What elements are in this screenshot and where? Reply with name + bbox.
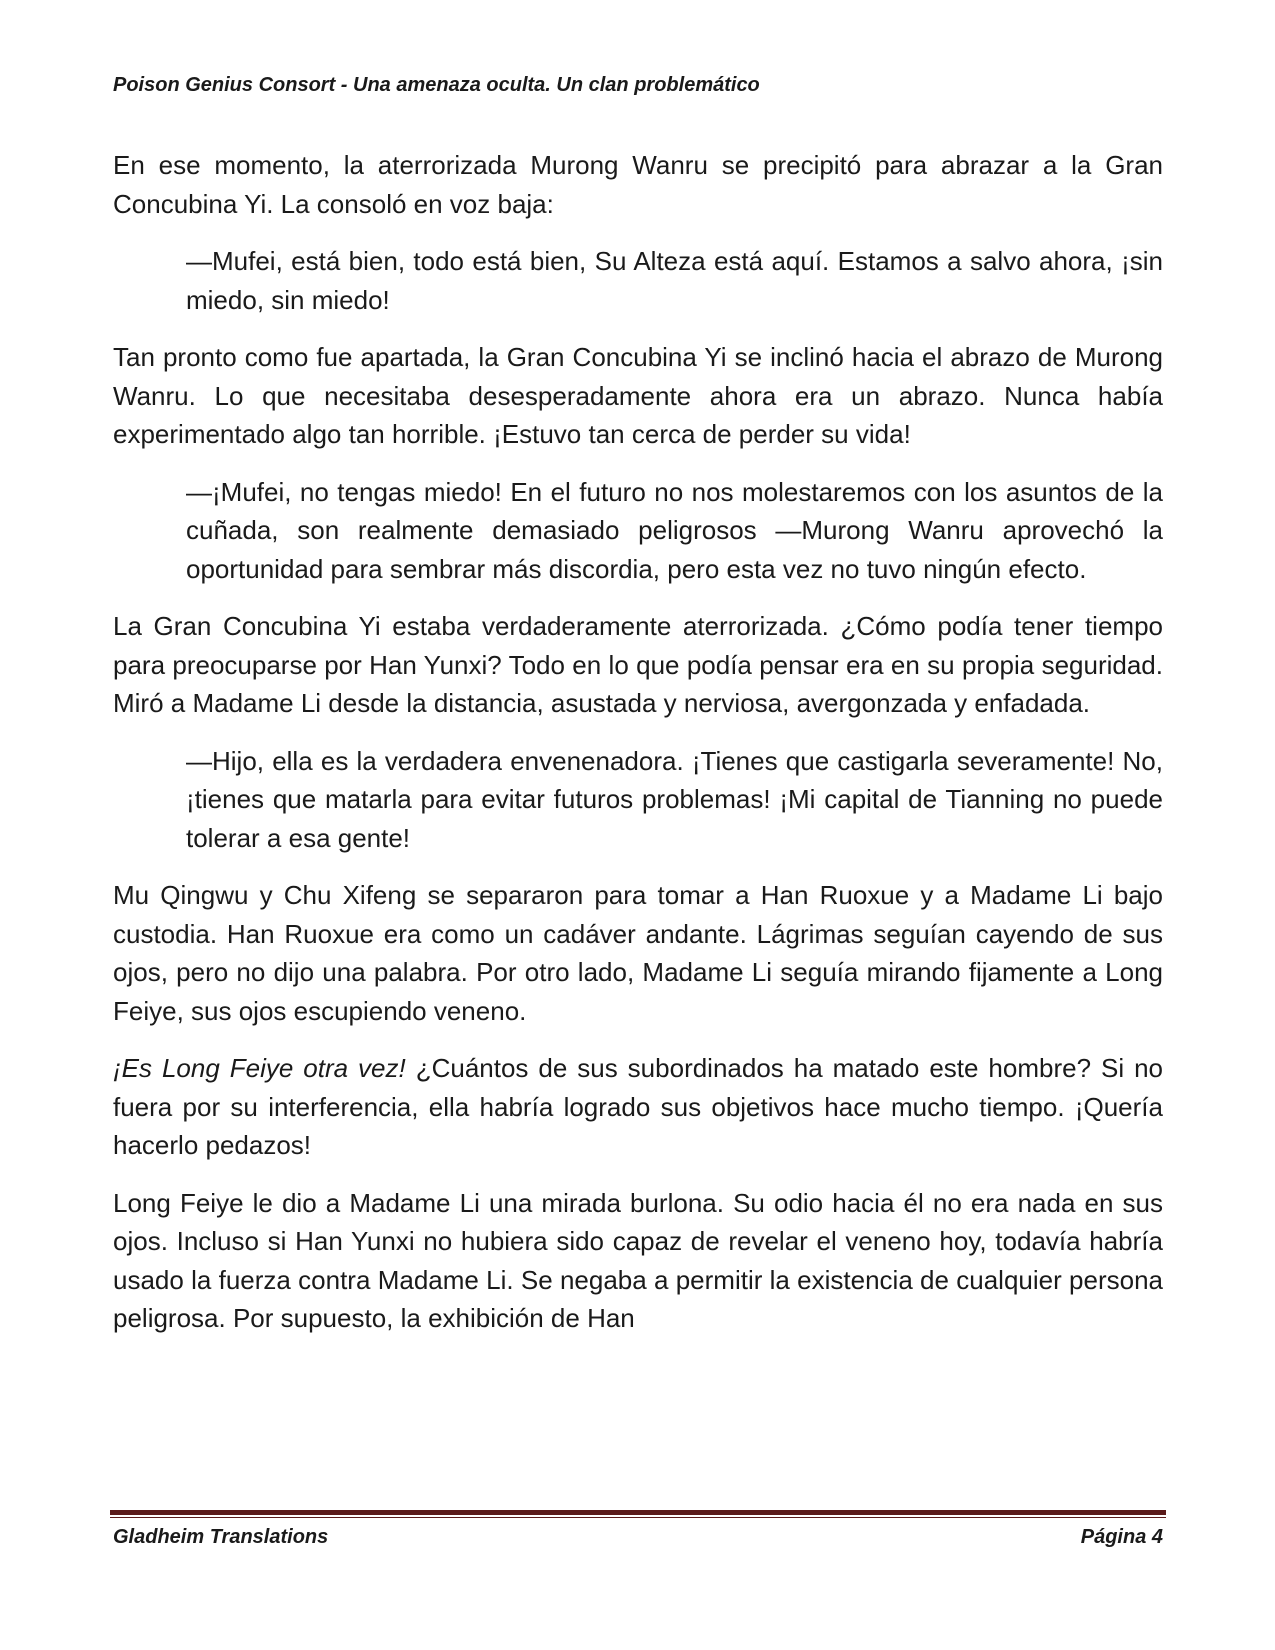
paragraph: La Gran Concubina Yi estaba verdaderamente aterrorizada. ¿Cómo podía tener tiempo para preocuparse por Han Yunxi? Todo en lo que podía pensar era en su propia seguridad. Miró a Madame Li desde la distancia, asustada y nerviosa, avergonzada y enfadada. [113, 611, 1163, 718]
italic-thought: ¡Es Long Feiye otra vez! [113, 1053, 406, 1083]
footer-rule-thin [110, 1517, 1166, 1518]
paragraph: Long Feiye le dio a Madame Li una mirada burlona. Su odio hacia él no era nada en sus ojos. Incluso si Han Yunxi no hubiera sido capaz de revelar el veneno hoy, todavía habría usado la fuerza contra Madame Li. Se negaba a permitir la existencia de cualquier persona peligrosa. Por supuesto, la exhibición de Han [113, 1187, 1163, 1333]
dialogue-paragraph: —Hijo, ella es la verdadera envenenadora. ¡Tienes que castigarla severamente! No, ¡tienes que matarla para evitar futuros problemas! ¡Mi capital de Tianning no puede tolerar a esa gente! [186, 745, 1163, 853]
paragraph-text: ¿Cuántos de sus subordinados ha matado este hombre? Si no fuera por su interferencia, ella habría logrado sus objetivos hace mucho tiempo. ¡Quería hacerlo pedazos! [113, 1053, 1163, 1160]
footer-rule [110, 1510, 1166, 1518]
paragraph: Mu Qingwu y Chu Xifeng se separaron para tomar a Han Ruoxue y a Madame Li bajo custodia. Han Ruoxue era como un cadáver andante. Lágrimas seguían cayendo de sus ojos, pero no dijo una palabra. Por otro lado, Madame Li seguía mirando fijamente a Long Feiye, sus ojos escupiendo veneno. [113, 880, 1163, 1026]
footer-publisher: Gladheim Translations [113, 1526, 329, 1548]
page-number: Página 4 [1080, 1526, 1163, 1548]
paragraph: Tan pronto como fue apartada, la Gran Concubina Yi se inclinó hacia el abrazo de Murong Wanru. Lo que necesitaba desesperadamente ahora era un abrazo. Nunca había experimentado algo tan horrible. ¡Estuvo tan cerca de perder su vida! [113, 342, 1163, 449]
footer-rule-thick [110, 1510, 1166, 1515]
running-header: Poison Genius Consort - Una amenaza oculta. Un clan problemático [113, 74, 760, 96]
paragraph [113, 1049, 1163, 1165]
dialogue-paragraph: —Mufei, está bien, todo está bien, Su Alteza está aquí. Estamos a salvo ahora, ¡sin miedo, sin miedo! [186, 246, 1163, 315]
paragraph: En ese momento, la aterrorizada Murong Wanru se precipitó para abrazar a la Gran Concubina Yi. La consoló en voz baja: [113, 150, 1163, 219]
page-body [113, 146, 1163, 1357]
dialogue-paragraph: —¡Mufei, no tengas miedo! En el futuro no nos molestaremos con los asuntos de la cuñada, son realmente demasiado peligrosos —Murong Wanru aprovechó la oportunidad para sembrar más discordia, pero esta vez no tuvo ningún efecto. [186, 476, 1163, 584]
